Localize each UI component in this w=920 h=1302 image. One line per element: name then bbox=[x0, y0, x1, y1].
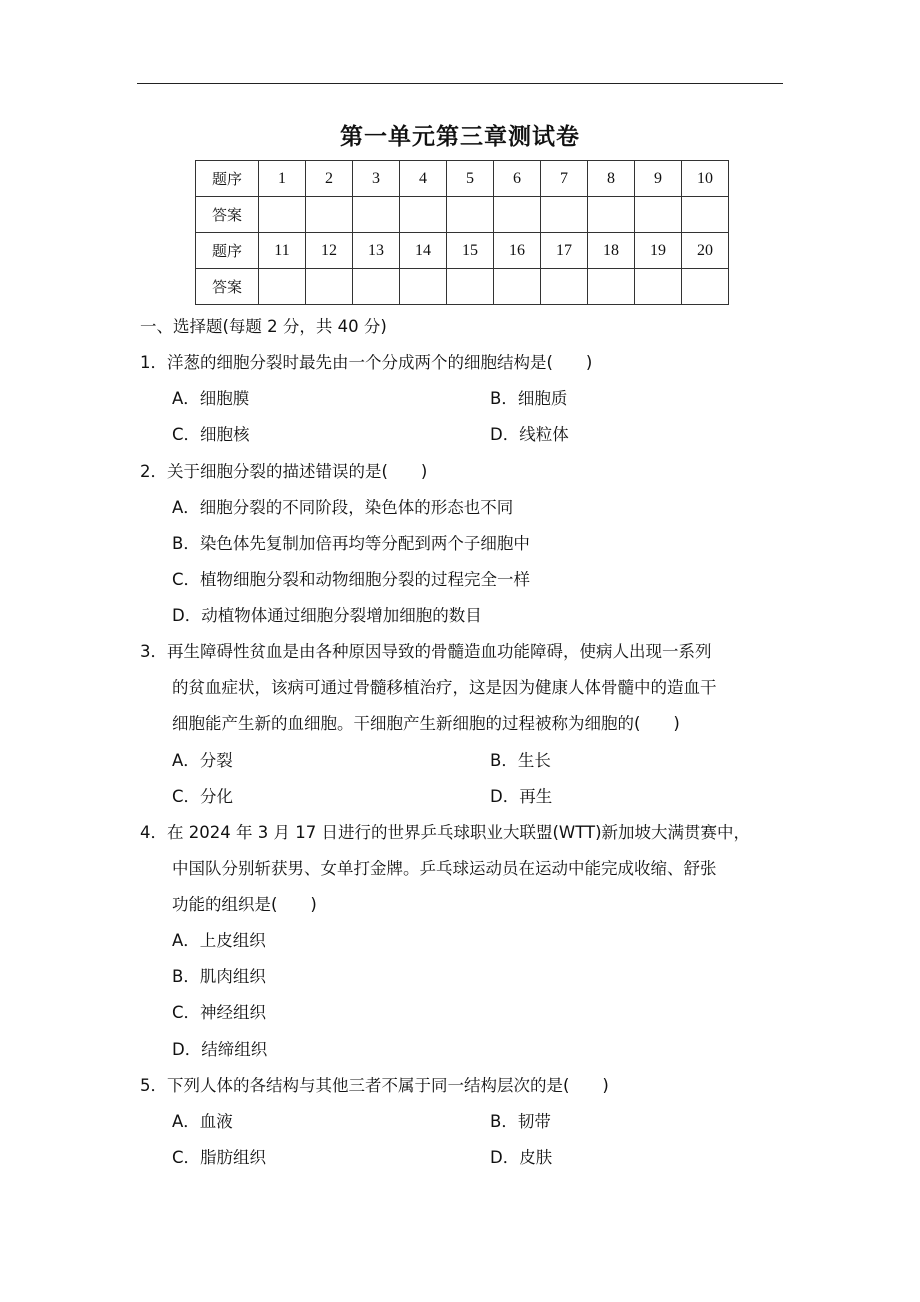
option-c[interactable]: C．植物细胞分裂和动物细胞分裂的过程完全一样 bbox=[172, 570, 531, 589]
question-stem: 5．下列人体的各结构与其他三者不属于同一结构层次的是( ) bbox=[140, 1076, 609, 1095]
option-a[interactable]: A．上皮组织 bbox=[172, 931, 266, 950]
question-number: 9 bbox=[635, 161, 682, 197]
page-title: 第一单元第三章测试卷 bbox=[340, 124, 580, 150]
question-number: 1 bbox=[259, 161, 306, 197]
answer-cell[interactable] bbox=[541, 197, 588, 233]
question-number: 10 bbox=[682, 161, 729, 197]
answer-cell[interactable] bbox=[400, 269, 447, 305]
option-d[interactable]: D．动植物体通过细胞分裂增加细胞的数目 bbox=[172, 606, 482, 625]
question-stem: 功能的组织是( ) bbox=[172, 895, 317, 914]
answer-cell[interactable] bbox=[353, 269, 400, 305]
question-number: 2 bbox=[306, 161, 353, 197]
answer-cell[interactable] bbox=[306, 269, 353, 305]
option-b[interactable]: B．肌肉组织 bbox=[172, 967, 266, 986]
option-a[interactable]: A．血液 bbox=[172, 1112, 233, 1131]
answer-table bbox=[195, 160, 729, 305]
question-number: 5 bbox=[447, 161, 494, 197]
option-b[interactable]: B．细胞质 bbox=[490, 389, 568, 408]
option-b[interactable]: B．韧带 bbox=[490, 1112, 551, 1131]
row-label: 题序 bbox=[196, 233, 259, 269]
option-b[interactable]: B．染色体先复制加倍再均等分配到两个子细胞中 bbox=[172, 534, 530, 553]
question-number: 20 bbox=[682, 233, 729, 269]
question-number: 4 bbox=[400, 161, 447, 197]
option-c[interactable]: C．神经组织 bbox=[172, 1003, 267, 1022]
section-heading: 一、选择题(每题 2 分，共 40 分) bbox=[140, 317, 387, 336]
option-d[interactable]: D．皮肤 bbox=[490, 1148, 553, 1167]
table-row bbox=[196, 197, 729, 233]
option-d[interactable]: D．线粒体 bbox=[490, 425, 569, 444]
question-number: 13 bbox=[353, 233, 400, 269]
answer-cell[interactable] bbox=[353, 197, 400, 233]
answer-cell[interactable] bbox=[635, 197, 682, 233]
answer-cell[interactable] bbox=[682, 269, 729, 305]
option-d[interactable]: D．再生 bbox=[490, 787, 553, 806]
question-stem: 4．在 2024 年 3 月 17 日进行的世界乒乓球职业大联盟(WTT)新加坡大满贯赛中， bbox=[140, 823, 751, 842]
option-b[interactable]: B．生长 bbox=[490, 751, 551, 770]
option-a[interactable]: A．分裂 bbox=[172, 751, 233, 770]
answer-cell[interactable] bbox=[682, 197, 729, 233]
answer-cell[interactable] bbox=[259, 197, 306, 233]
answer-cell[interactable] bbox=[541, 269, 588, 305]
question-stem: 中国队分别斩获男、女单打金牌。乒乓球运动员在运动中能完成收缩、舒张 bbox=[172, 859, 717, 878]
answer-cell[interactable] bbox=[306, 197, 353, 233]
table-row bbox=[196, 161, 729, 197]
question-number: 16 bbox=[494, 233, 541, 269]
question-stem: 细胞能产生新的血细胞。干细胞产生新细胞的过程被称为细胞的( ) bbox=[172, 714, 680, 733]
answer-cell[interactable] bbox=[447, 197, 494, 233]
row-label: 答案 bbox=[196, 269, 259, 305]
question-number: 3 bbox=[353, 161, 400, 197]
question-number: 15 bbox=[447, 233, 494, 269]
answer-cell[interactable] bbox=[588, 197, 635, 233]
answer-cell[interactable] bbox=[400, 197, 447, 233]
question-number: 17 bbox=[541, 233, 588, 269]
row-label: 答案 bbox=[196, 197, 259, 233]
question-number: 12 bbox=[306, 233, 353, 269]
option-c[interactable]: C．细胞核 bbox=[172, 425, 250, 444]
header-rule bbox=[137, 83, 783, 84]
option-c[interactable]: C．脂肪组织 bbox=[172, 1148, 267, 1167]
table-row bbox=[196, 269, 729, 305]
answer-cell[interactable] bbox=[447, 269, 494, 305]
question-number: 18 bbox=[588, 233, 635, 269]
option-c[interactable]: C．分化 bbox=[172, 787, 234, 806]
question-number: 6 bbox=[494, 161, 541, 197]
answer-cell[interactable] bbox=[259, 269, 306, 305]
row-label: 题序 bbox=[196, 161, 259, 197]
answer-cell[interactable] bbox=[635, 269, 682, 305]
answer-cell[interactable] bbox=[494, 269, 541, 305]
table-row bbox=[196, 233, 729, 269]
option-a[interactable]: A．细胞膜 bbox=[172, 389, 250, 408]
question-number: 11 bbox=[259, 233, 306, 269]
option-d[interactable]: D．结缔组织 bbox=[172, 1040, 268, 1059]
question-number: 14 bbox=[400, 233, 447, 269]
question-number: 7 bbox=[541, 161, 588, 197]
option-a[interactable]: A．细胞分裂的不同阶段，染色体的形态也不同 bbox=[172, 498, 514, 517]
answer-cell[interactable] bbox=[588, 269, 635, 305]
question-stem: 3．再生障碍性贫血是由各种原因导致的骨髓造血功能障碍，使病人出现一系列 bbox=[140, 642, 712, 661]
question-number: 8 bbox=[588, 161, 635, 197]
question-stem: 1．洋葱的细胞分裂时最先由一个分成两个的细胞结构是( ) bbox=[140, 353, 593, 372]
answer-cell[interactable] bbox=[494, 197, 541, 233]
question-stem: 2．关于细胞分裂的描述错误的是( ) bbox=[140, 462, 428, 481]
question-number: 19 bbox=[635, 233, 682, 269]
question-stem: 的贫血症状，该病可通过骨髓移植治疗，这是因为健康人体骨髓中的造血干 bbox=[172, 678, 717, 697]
